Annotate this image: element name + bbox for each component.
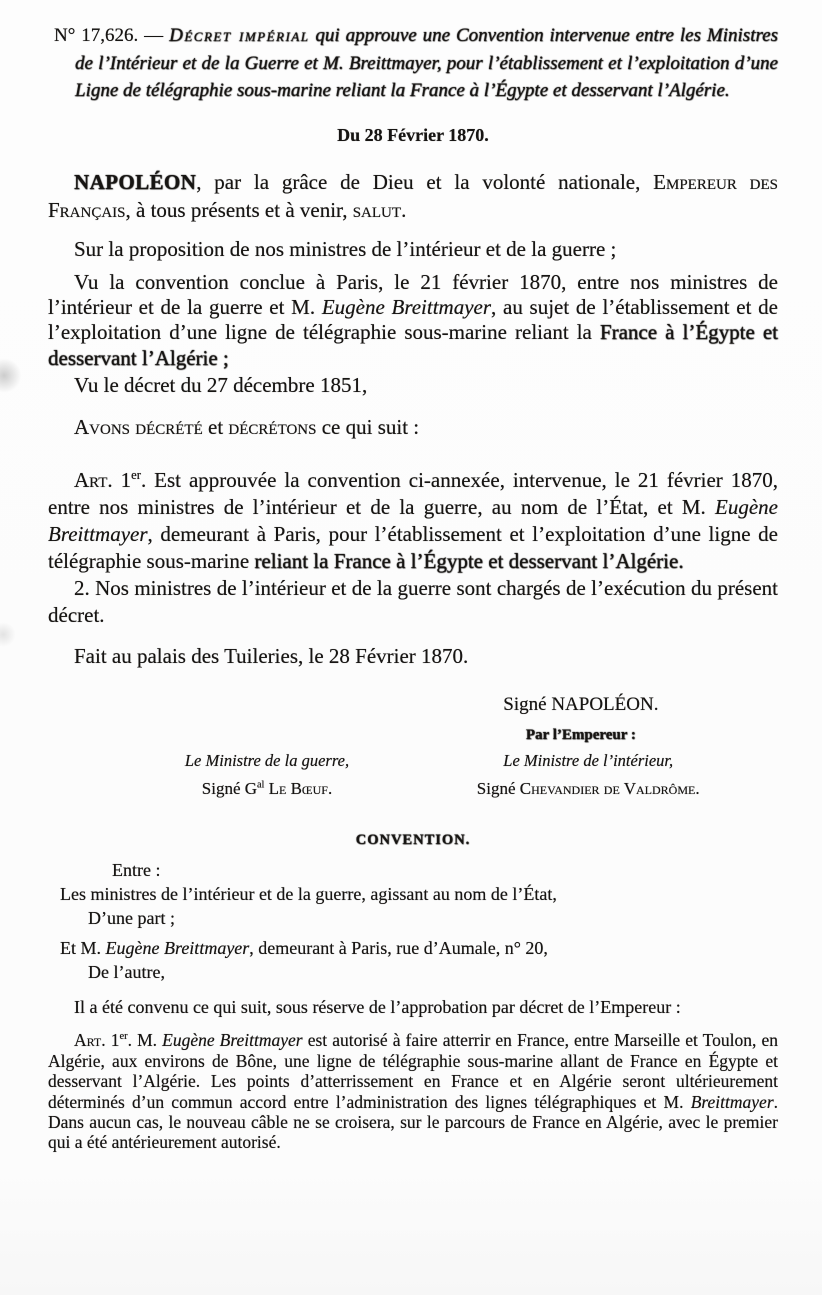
emperor-signature: Signé NAPOLÉON. [503,694,659,716]
avons-suit: ce qui suit : [316,415,420,440]
vu-convention-text-2: , au sujet de l’établissement et de l’exploitation d’une ligne de télégraphie sous-marine reliant la [48,295,778,345]
party-2-text-1: Et M. [60,938,106,959]
sovereign-title: Empereur des Français [48,169,778,222]
salut-word: salut [352,197,402,222]
vu-convention-paragraph [48,270,778,371]
contractor-name: Eugène Breittmayer [105,938,250,959]
war-sig-prefix: Signé G [201,779,258,799]
interior-minister-signature [435,779,742,799]
decretons: décrétons [228,415,317,440]
vu-convention-text-3: France à l’Égypte et desservant l’Algérie ; [48,320,779,370]
conv-article-1-text-3: . Dans aucun cas, le nouveau câble ne se croisera, sur le parcours de France en Algérie, avec le premier qui a été antérieurement autorisé. [48,1091,778,1153]
interior-sig-prefix: Signé [476,779,520,799]
interior-minister-name: Chevandier de Valdrôme [519,779,696,799]
decree-number: N° 17,626. — [54,25,170,46]
article-1-ordinal: er [131,467,141,482]
vu-convention-text-1: Vu la convention conclue à Paris, le 21 février 1870, entre nos ministres de l’intérieur et de la guerre et M. [48,270,778,320]
interior-minister-column [435,751,742,799]
decree-heading [54,22,778,105]
war-sig-superscript: al [257,779,265,791]
contractor-name: Eugène Breittmayer [321,295,492,320]
vu-decret-paragraph: Vu le décret du 27 décembre 1851, [74,372,368,397]
avons-decrete: Avons décrété [74,415,203,440]
war-minister-name: Le Bœuf [264,779,328,799]
war-minister-column [128,751,405,799]
article-1-label: Art. 1 [74,467,132,492]
war-minister-title: Le Ministre de la guerre, [184,751,350,771]
article-1-text-2: , demeurant à Paris, pour l’établissement et l’exploitation d’une ligne de télégraphie sous-marine [48,521,778,573]
convention-de-lautre: De l’autre, [88,962,165,983]
contractor-surname: Breittmayer [690,1091,774,1112]
decree-summary: qui approuve une Convention intervenue entre les Ministres de l’Intérieur et de la Guerre et M. Breittmayer, pour l’établissement et l’exploitation d’une Ligne de télégraphie sous-marine reliant la France à l’Égypte et desservant l’Algérie. [75,25,778,101]
war-minister-signature [128,779,405,799]
convention-party-1: Les ministres de l’intérieur et de la guerre, agissant au nom de l’État, [60,884,557,905]
sovereign-name: NAPOLÉON [74,169,197,194]
proposition-paragraph: Sur la proposition de nos ministres de l’intérieur et de la guerre ; [74,236,617,261]
preamble-paragraph [48,168,778,224]
ministers-signature-block [48,751,778,799]
conv-article-1-text-1: . M. [127,1030,163,1051]
convention-article-1 [48,1030,778,1152]
contractor-name: Eugène Breittmayer [48,494,778,546]
contractor-name: Eugène Breittmayer [162,1030,303,1051]
convention-agreement-clause: Il a été convenu ce qui suit, sous réserve de l’approbation par décret de l’Empereur : [74,997,681,1018]
preamble-end: . [401,197,407,222]
article-2-paragraph: 2. Nos ministres de l’intérieur et de la guerre sont chargés de l’exécution du présent décret. [48,575,778,627]
convention-party-2 [60,938,778,959]
conv-article-1-label: Art. 1 [74,1030,120,1051]
avons-et: et [202,415,229,440]
convention-title: CONVENTION. [355,832,471,849]
closing-dateline: Fait au palais des Tuileries, le 28 Février 1870. [74,643,469,668]
conv-article-1-text-2: est autorisé à faire atterrir en France, entre Marseille et Toulon, en Algérie, aux environs de Bône, une ligne de télégraphie sous-marine allant de France en Égypte et desservant l’Algérie. Les points d’atterrissement en France et en Algérie seront ultérieurement déterminés d’un commun accord entre l’administration des lignes télégraphiques et M. [48,1030,778,1112]
convention-dune-part: D’une part ; [88,908,175,929]
enactment-clause [48,414,778,441]
article-1-text-1: . Est approuvée la convention ci-annexée, intervenue, le 21 février 1870, entre nos ministres de l’intérieur et de la guerre, au nom de l’État, et M. [48,467,778,519]
preamble-text-2: , à tous présents et à venir, [125,197,353,222]
war-sig-period: . [327,779,333,799]
party-2-text-2: , demeurant à Paris, rue d’Aumale, n° 20, [249,938,548,959]
convention-entre: Entre : [112,860,161,881]
decree-type: Décret impérial [169,25,310,46]
article-1-text-3: reliant la France à l’Égypte et desservant l’Algérie. [254,548,684,573]
article-1-paragraph [48,467,778,575]
interior-sig-period: . [695,779,700,799]
by-the-emperor-line: Par l’Empereur : [525,727,636,744]
interior-minister-title: Le Ministre de l’intérieur, [503,751,674,771]
conv-article-1-ordinal: er [119,1031,128,1043]
decree-date-line: Du 28 Février 1870. [337,124,489,145]
preamble-text-1: , par la grâce de Dieu et la volonté nationale, [196,169,654,194]
